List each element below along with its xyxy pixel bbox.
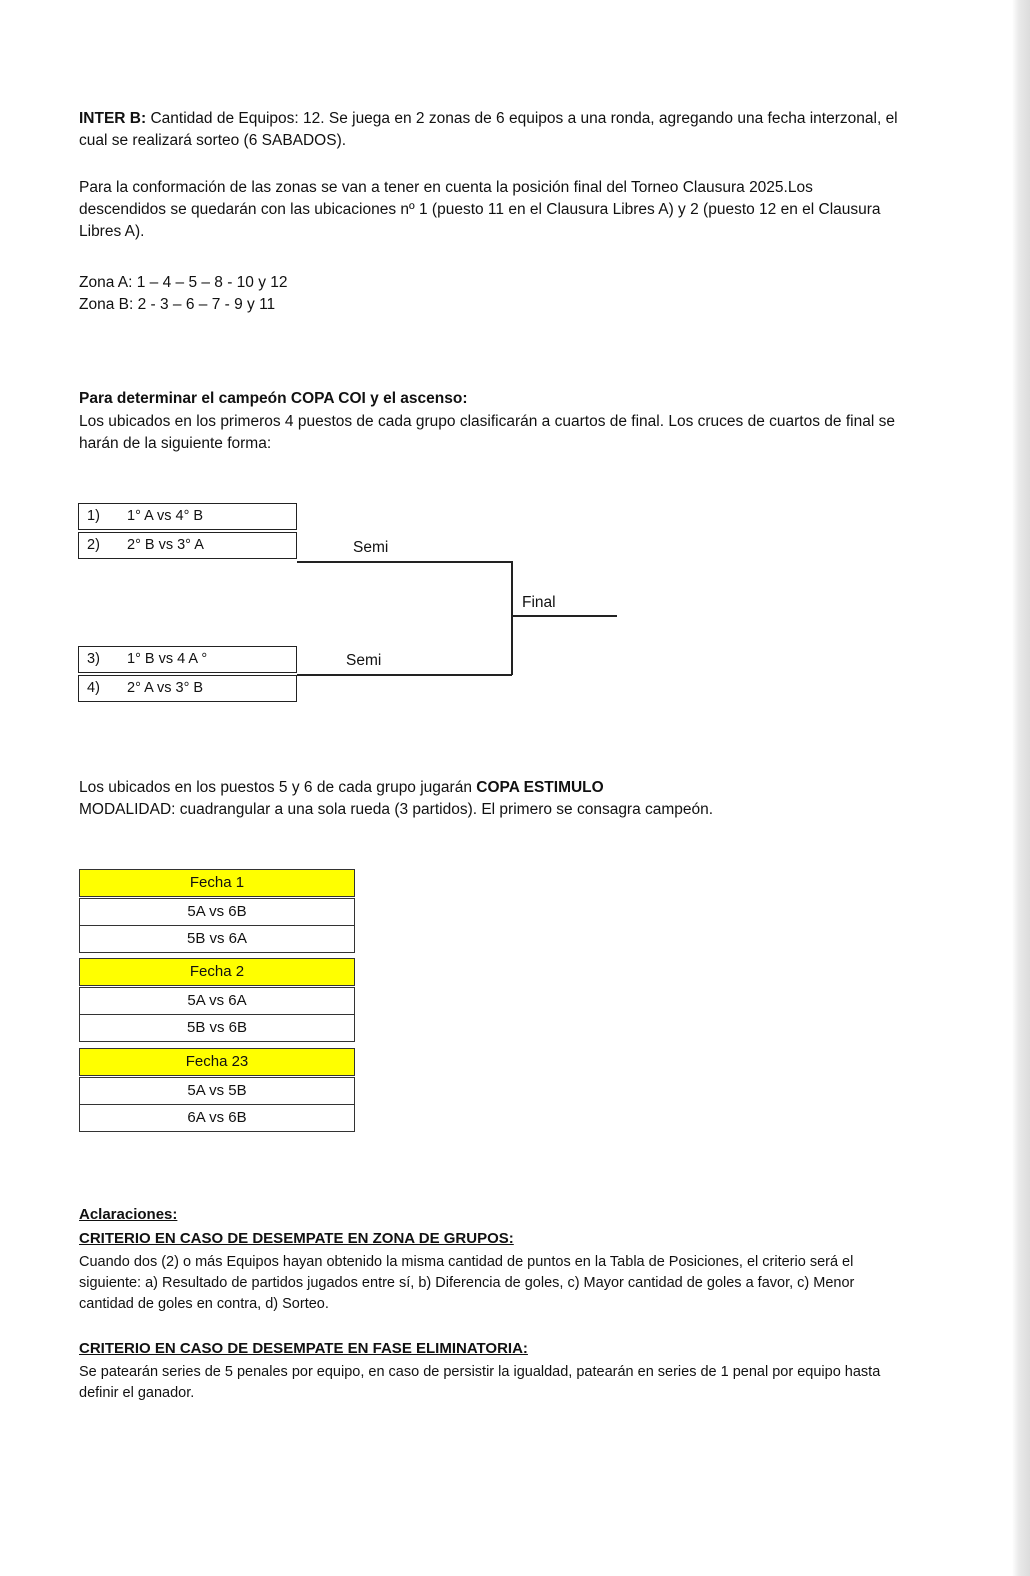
match-number: 2) — [87, 537, 100, 553]
bracket-match-1 — [78, 503, 297, 530]
semi-top-label: Semi — [353, 539, 389, 556]
fixture-match: 5A vs 6B — [79, 898, 355, 926]
match-number: 3) — [87, 651, 100, 667]
final-line — [512, 615, 617, 617]
final-label: Final — [522, 594, 556, 611]
copa-coi-heading: Para determinar el campeón COPA COI y el ascenso: — [79, 390, 468, 407]
grupos-criteria-text: Cuando dos (2) o más Equipos hayan obtenido la misma cantidad de puntos en la Tabla de Posiciones, el criterio será el siguiente: a) Resultado de partidos jugados entre sí, b) Diferencia de goles, c) Mayor cantidad de goles a favor, c) Menor cantidad de goles en contra, d) Sorteo. — [79, 1254, 855, 1312]
intro-bold-label: INTER B: — [79, 110, 147, 127]
bracket-match-4 — [78, 675, 297, 702]
match-label: 2° A vs 3° B — [127, 680, 204, 696]
fixture-header: Fecha 23 — [79, 1048, 355, 1076]
fixture-match: 5B vs 6B — [79, 1014, 355, 1042]
match-label: 2° B vs 3° A — [127, 537, 204, 553]
semi-bottom-line — [297, 674, 512, 676]
semi-top-line — [297, 561, 512, 563]
semi-bottom-label: Semi — [346, 652, 382, 669]
fixture-match: 6A vs 6B — [79, 1104, 355, 1132]
eliminatoria-criteria-title: CRITERIO EN CASO DE DESEMPATE EN FASE ELIMINATORIA: — [79, 1340, 528, 1357]
eliminatoria-criteria-text: Se patearán series de 5 penales por equipo, en caso de persistir la igualdad, patearán en series de 1 penal por equipo hasta definir el ganador. — [79, 1364, 881, 1401]
fixture-match: 5B vs 6A — [79, 925, 355, 953]
final-vertical-line — [511, 561, 513, 675]
fixture-match: 5A vs 6A — [79, 987, 355, 1015]
estimulo-text: Los ubicados en los puestos 5 y 6 de cada grupo jugarán — [79, 779, 477, 796]
match-label: 1° A vs 4° B — [127, 508, 204, 524]
zona-b: Zona B: 2 - 3 – 6 – 7 - 9 y 11 — [79, 296, 276, 313]
aclaraciones-title: Aclaraciones: — [79, 1206, 178, 1223]
estimulo-line1 — [79, 777, 899, 799]
page-edge-shadow — [1012, 0, 1030, 1576]
grupos-criteria-title: CRITERIO EN CASO DE DESEMPATE EN ZONA DE GRUPOS: — [79, 1230, 514, 1247]
intro-text: Cantidad de Equipos: 12. Se juega en 2 zonas de 6 equipos a una ronda, agregando una fecha interzonal, el cual se realizará sorteo (6 SABADOS). — [79, 110, 898, 149]
fixture-match: 5A vs 5B — [79, 1077, 355, 1105]
bracket-match-2 — [78, 532, 297, 559]
zones-paragraph: Para la conformación de las zonas se van a tener en cuenta la posición final del Torneo Clausura 2025.Los descendidos se quedarán con las ubicaciones nº 1 (puesto 11 en el Clausura Libres A) y 2 (puesto 12 en el Clausura Libres A). — [79, 179, 881, 240]
match-number: 4) — [87, 680, 100, 696]
fixture-header: Fecha 1 — [79, 869, 355, 897]
copa-coi-text: Los ubicados en los primeros 4 puestos de cada grupo clasificarán a cuartos de final. Los cruces de cuartos de final se harán de la siguiente forma: — [79, 413, 895, 452]
fixture-header: Fecha 2 — [79, 958, 355, 986]
estimulo-bold: COPA ESTIMULO — [476, 779, 604, 796]
match-label: 1° B vs 4 A ° — [127, 651, 208, 667]
bracket-match-3 — [78, 646, 297, 673]
zona-a: Zona A: 1 – 4 – 5 – 8 - 10 y 12 — [79, 274, 288, 291]
match-number: 1) — [87, 508, 100, 524]
intro-paragraph — [79, 108, 899, 152]
estimulo-modalidad: MODALIDAD: cuadrangular a una sola rueda (3 partidos). El primero se consagra campeón. — [79, 801, 714, 818]
